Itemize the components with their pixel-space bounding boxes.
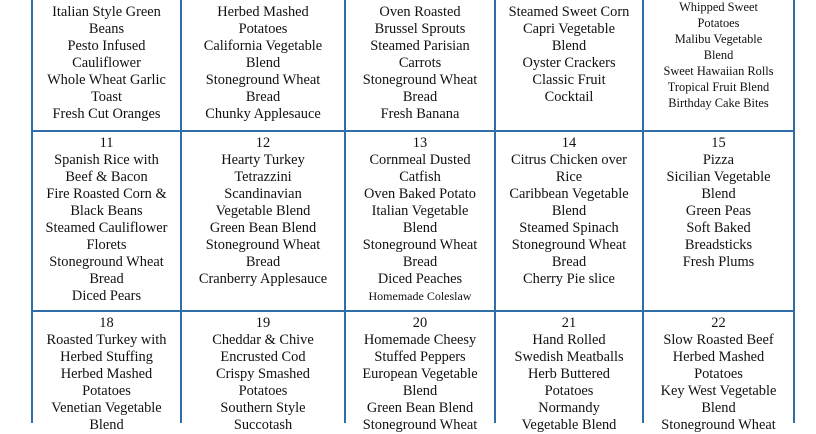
day-number: 19	[255, 315, 271, 331]
menu-item: Bread	[402, 254, 438, 270]
menu-item: Malibu Vegetable	[674, 32, 763, 46]
day-cell-14	[496, 135, 642, 310]
menu-item: Carrots	[398, 55, 442, 71]
menu-item: Oven Baked Potato	[364, 186, 476, 202]
day-number: 18	[99, 315, 114, 331]
menu-item: Stoneground Wheat	[205, 237, 321, 253]
menu-item: Sicilian Vegetable	[666, 169, 771, 185]
day-cell	[33, 0, 180, 130]
menu-item: Oyster Crackers	[522, 55, 616, 71]
menu-item: Herbed Mashed	[672, 349, 765, 365]
day-cell-21	[496, 315, 642, 433]
menu-item: Italian Style Green	[52, 4, 161, 20]
menu-item: Toast	[91, 89, 122, 105]
menu-item: Bread	[89, 271, 124, 287]
menu-item: Slow Roasted Beef	[663, 332, 774, 348]
menu-item: Classic Fruit	[532, 72, 606, 88]
menu-item: Potatoes	[697, 16, 740, 30]
menu-item: Pizza	[702, 152, 735, 168]
menu-item: Key West Vegetable	[660, 383, 777, 399]
menu-item: Pesto Infused	[67, 38, 146, 54]
day-cell-12	[182, 135, 344, 310]
menu-item: Birthday Cake Bites	[668, 96, 769, 110]
day-number: 11	[99, 135, 114, 151]
menu-item: Sweet Hawaiian Rolls	[663, 64, 774, 78]
menu-item: Hand Rolled	[532, 332, 606, 348]
day-number: 14	[561, 135, 577, 151]
menu-item: Herbed Stuffing	[60, 349, 153, 365]
menu-item: Swedish Meatballs	[514, 349, 624, 365]
day-number: 21	[561, 315, 577, 331]
menu-item: Cheddar & Chive	[212, 332, 314, 348]
menu-item: Vegetable Blend	[521, 417, 617, 433]
menu-item: Beans	[88, 21, 125, 37]
menu-item: Cherry Pie slice	[523, 271, 615, 287]
menu-item: Chunky Applesauce	[205, 106, 321, 122]
menu-item: Bread	[245, 89, 281, 105]
menu-item: Diced Peaches	[377, 271, 463, 287]
menu-item: Blend	[701, 186, 736, 202]
day-cell-20	[346, 315, 494, 433]
menu-item: Vegetable Blend	[215, 203, 311, 219]
menu-item: Herbed Mashed	[60, 366, 153, 382]
menu-item: Tropical Fruit Blend	[667, 80, 770, 94]
menu-item: Homemade Coleslaw	[368, 289, 472, 303]
day-cell	[346, 0, 494, 130]
menu-item: Blend	[701, 400, 736, 416]
menu-item: Fresh Plums	[682, 254, 755, 270]
menu-item: Brussel Sprouts	[374, 21, 466, 37]
menu-item: Fire Roasted Corn &	[46, 186, 167, 202]
day-cell	[182, 0, 344, 130]
menu-item: Whole Wheat Garlic	[47, 72, 166, 88]
day-cell-11	[33, 135, 180, 310]
day-number: 15	[711, 135, 726, 151]
menu-item: Blend	[89, 417, 124, 433]
menu-item: Black Beans	[70, 203, 143, 219]
menu-item: Capri Vegetable	[522, 21, 616, 37]
menu-item: Blend	[551, 203, 587, 219]
menu-item: Stoneground Wheat	[661, 417, 776, 433]
day-cell-22	[644, 315, 793, 433]
menu-item: Scandinavian	[224, 186, 302, 202]
menu-item: Normandy	[538, 400, 600, 416]
menu-item: Potatoes	[544, 383, 594, 399]
menu-item: Breadsticks	[684, 237, 753, 253]
menu-item: Florets	[86, 237, 127, 253]
menu-item: Blend	[551, 38, 587, 54]
menu-item: Fresh Cut Oranges	[52, 106, 161, 122]
menu-item: Potatoes	[694, 366, 743, 382]
grid-line-h1	[31, 130, 795, 132]
grid-line-h2	[31, 310, 795, 312]
menu-item: Steamed Parisian	[370, 38, 470, 54]
menu-item: Southern Style	[220, 400, 306, 416]
menu-item: Cauliflower	[72, 55, 141, 71]
menu-item: Stoneground Wheat	[205, 72, 321, 88]
day-cell	[496, 0, 642, 130]
menu-item: Caribbean Vegetable	[509, 186, 629, 202]
menu-item: Fresh Banana	[380, 106, 460, 122]
menu-item: Roasted Turkey with	[46, 332, 167, 348]
day-number: 12	[255, 135, 271, 151]
menu-item: Citrus Chicken over	[511, 152, 627, 168]
day-cell-18	[33, 315, 180, 433]
menu-item: Green Bean Blend	[209, 220, 317, 236]
menu-item: Bread	[402, 89, 438, 105]
day-cell	[644, 0, 793, 130]
menu-item: Blend	[245, 55, 281, 71]
menu-item: Oven Roasted	[379, 4, 461, 20]
menu-item: Crispy Smashed	[216, 366, 310, 382]
menu-item: Diced Pears	[71, 288, 142, 304]
menu-item: Steamed Cauliflower	[45, 220, 168, 236]
menu-item: Venetian Vegetable	[51, 400, 162, 416]
menu-item: Stoneground Wheat	[362, 237, 478, 253]
day-number: 20	[412, 315, 428, 331]
menu-item: Bread	[245, 254, 281, 270]
menu-item: Succotash	[233, 417, 293, 433]
menu-item: Spanish Rice with	[54, 152, 159, 168]
menu-item: Hearty Turkey	[221, 152, 305, 168]
menu-item: European Vegetable	[362, 366, 478, 382]
menu-item: Beef & Bacon	[65, 169, 148, 185]
menu-item: Soft Baked	[686, 220, 751, 236]
day-number: 22	[711, 315, 726, 331]
menu-item: Stoneground Wheat	[362, 72, 478, 88]
menu-item: Potatoes	[82, 383, 131, 399]
menu-item: Green Bean Blend	[366, 400, 474, 416]
menu-item: Stuffed Peppers	[374, 349, 466, 365]
menu-item: Cranberry Applesauce	[198, 271, 328, 287]
menu-item: Encrusted Cod	[220, 349, 306, 365]
menu-item: Tetrazzini	[234, 169, 292, 185]
grid-line-v6	[793, 0, 795, 423]
menu-item: Stoneground Wheat	[362, 417, 478, 433]
menu-item: Green Peas	[685, 203, 752, 219]
menu-item: Potatoes	[238, 21, 288, 37]
menu-item: Blend	[703, 48, 734, 62]
menu-item: Homemade Cheesy	[363, 332, 477, 348]
menu-item: Blend	[402, 383, 438, 399]
day-number: 13	[412, 135, 428, 151]
menu-item: Blend	[402, 220, 438, 236]
menu-item: Whipped Sweet	[679, 0, 758, 14]
menu-item: Stoneground Wheat	[511, 237, 627, 253]
day-cell-15	[644, 135, 793, 310]
menu-item: Cornmeal Dusted	[369, 152, 471, 168]
menu-item: Steamed Sweet Corn	[508, 4, 630, 20]
menu-item: Herbed Mashed	[217, 4, 309, 20]
menu-item: California Vegetable	[203, 38, 323, 54]
menu-item: Bread	[551, 254, 587, 270]
menu-item: Rice	[555, 169, 583, 185]
day-cell-13	[346, 135, 494, 310]
menu-item: Herb Buttered	[528, 366, 610, 382]
menu-item: Catfish	[399, 169, 441, 185]
menu-item: Steamed Spinach	[519, 220, 619, 236]
day-cell-19	[182, 315, 344, 433]
menu-item: Cocktail	[544, 89, 594, 105]
menu-item: Stoneground Wheat	[49, 254, 164, 270]
menu-item: Potatoes	[238, 383, 288, 399]
menu-item: Italian Vegetable	[371, 203, 469, 219]
